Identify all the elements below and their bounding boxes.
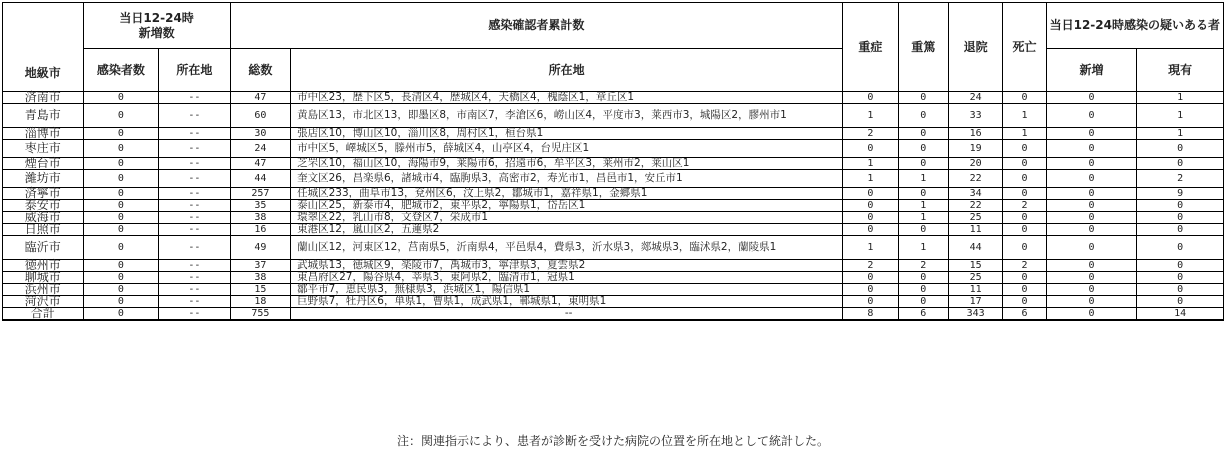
- table-row: [3, 92, 1224, 104]
- new-location-cell: --: [159, 158, 231, 170]
- footnote: 注：関連指示により、患者が診断を受けた病院の位置を所在地として統計した。: [396, 434, 829, 448]
- total-cell: 37: [230, 260, 290, 272]
- discharged-cell: 11: [948, 224, 1002, 236]
- new-location-cell: --: [159, 128, 231, 140]
- critical-cell: 0: [898, 296, 948, 308]
- suspect-new-cell: 0: [1046, 272, 1137, 284]
- location-cell: 市中区23，歴下区5，長清区4，歴城区4，天橋区4，槐蔭区1，章丘区1: [291, 92, 843, 104]
- severe-cell: 0: [843, 212, 898, 224]
- location-cell: 東昌府区27，陽谷県4，莘県3，東阿県2，臨清市1，冠県1: [291, 272, 843, 284]
- location-cell: 泰山区25，新泰市4，肥城市2，東平県2，寧陽県1，岱岳区1: [291, 200, 843, 212]
- severe-cell: 0: [843, 140, 898, 158]
- city-cell: 浜州市: [3, 284, 84, 296]
- suspect-current-cell: 1: [1137, 128, 1224, 140]
- total-cell: 15: [230, 284, 290, 296]
- discharged-cell: 25: [948, 272, 1002, 284]
- critical-cell: 6: [898, 308, 948, 321]
- city-cell: 青島市: [3, 104, 84, 128]
- new-count-cell: 0: [83, 260, 159, 272]
- table-row: [3, 260, 1224, 272]
- header-critical: 重篤: [898, 3, 948, 92]
- table-row: [3, 140, 1224, 158]
- header-cumulative-group: 感染確認者累計数: [230, 3, 843, 49]
- discharged-cell: 22: [948, 200, 1002, 212]
- death-cell: 2: [1003, 260, 1046, 272]
- table-row: [3, 284, 1224, 296]
- discharged-cell: 16: [948, 128, 1002, 140]
- death-cell: 0: [1003, 272, 1046, 284]
- suspect-new-cell: 0: [1046, 140, 1137, 158]
- severe-cell: 8: [843, 308, 898, 321]
- suspect-current-cell: 0: [1137, 212, 1224, 224]
- location-cell: 武城県13，徳城区9，楽陵市7，禹城市3，寧津県3，夏雲県2: [291, 260, 843, 272]
- suspect-new-cell: 0: [1046, 104, 1137, 128]
- new-location-cell: --: [159, 188, 231, 200]
- critical-cell: 1: [898, 200, 948, 212]
- new-location-cell: --: [159, 236, 231, 260]
- death-cell: 0: [1003, 188, 1046, 200]
- city-cell: 日照市: [3, 224, 84, 236]
- new-location-cell: --: [159, 170, 231, 188]
- new-count-cell: 0: [83, 104, 159, 128]
- critical-cell: 0: [898, 188, 948, 200]
- new-location-cell: --: [159, 104, 231, 128]
- discharged-cell: 44: [948, 236, 1002, 260]
- location-cell: --: [291, 308, 843, 321]
- new-count-cell: 0: [83, 140, 159, 158]
- location-cell: 黄島区13，市北区13，即墨区8，市南区7，李滄区6，嶗山区4，平度市3，莱西市3，城陽区2，膠州市1: [291, 104, 843, 128]
- discharged-cell: 33: [948, 104, 1002, 128]
- critical-cell: 0: [898, 284, 948, 296]
- death-cell: 2: [1003, 200, 1046, 212]
- death-cell: 0: [1003, 296, 1046, 308]
- suspect-new-cell: 0: [1046, 212, 1137, 224]
- new-location-cell: --: [159, 272, 231, 284]
- suspect-current-cell: 0: [1137, 140, 1224, 158]
- suspect-current-cell: 14: [1137, 308, 1224, 321]
- discharged-cell: 19: [948, 140, 1002, 158]
- header-suspect-current: 現有: [1137, 49, 1224, 92]
- location-cell: 東港区12，嵐山区2，五蓮県2: [291, 224, 843, 236]
- header-cum-location: 所在地: [291, 49, 843, 92]
- severe-cell: 0: [843, 272, 898, 284]
- table-row: [3, 188, 1224, 200]
- severe-cell: 1: [843, 236, 898, 260]
- severe-cell: 0: [843, 92, 898, 104]
- new-count-cell: 0: [83, 92, 159, 104]
- new-count-cell: 0: [83, 224, 159, 236]
- critical-cell: 0: [898, 158, 948, 170]
- new-count-cell: 0: [83, 170, 159, 188]
- critical-cell: 1: [898, 236, 948, 260]
- critical-cell: 0: [898, 140, 948, 158]
- table-row: [3, 272, 1224, 284]
- header-city: 地級市: [3, 3, 84, 92]
- suspect-current-cell: 2: [1137, 170, 1224, 188]
- location-cell: 芝罘区10，福山区10，海陽市9，莱陽市6，招遠市6，牟平区3，莱州市2，莱山区1: [291, 158, 843, 170]
- critical-cell: 1: [898, 170, 948, 188]
- city-cell: 煙台市: [3, 158, 84, 170]
- total-cell: 49: [230, 236, 290, 260]
- suspect-current-cell: 0: [1137, 236, 1224, 260]
- total-cell: 47: [230, 158, 290, 170]
- suspect-current-cell: 0: [1137, 200, 1224, 212]
- suspect-current-cell: 1: [1137, 104, 1224, 128]
- header-new-group: 当日12-24時 新増数: [83, 3, 230, 49]
- total-cell: 24: [230, 140, 290, 158]
- suspect-current-cell: 1: [1137, 92, 1224, 104]
- death-cell: 0: [1003, 284, 1046, 296]
- city-cell: 済寧市: [3, 188, 84, 200]
- city-cell: 枣庄市: [3, 140, 84, 158]
- location-cell: 鄒平市7，恵民県3，無棣県3，浜城区1，陽信県1: [291, 284, 843, 296]
- total-cell: 18: [230, 296, 290, 308]
- location-cell: 蘭山区12，河東区12，莒南県5，沂南県4，平邑県4，費県3，沂水県3，郯城県3，臨沭県2，蘭陵県1: [291, 236, 843, 260]
- new-count-cell: 0: [83, 284, 159, 296]
- death-cell: 0: [1003, 140, 1046, 158]
- critical-cell: 0: [898, 92, 948, 104]
- discharged-cell: 343: [948, 308, 1002, 321]
- critical-cell: 0: [898, 104, 948, 128]
- city-cell: 泰安市: [3, 200, 84, 212]
- table-row: [3, 128, 1224, 140]
- location-cell: 市中区5，嶧城区5，滕州市5，薛城区4，山亭区4，台児庄区1: [291, 140, 843, 158]
- header-suspect-new: 新増: [1046, 49, 1137, 92]
- header-new-count: 感染者数: [83, 49, 159, 92]
- death-cell: 0: [1003, 236, 1046, 260]
- table-row: [3, 200, 1224, 212]
- severe-cell: 1: [843, 170, 898, 188]
- location-cell: 奎文区26，昌楽県6，諸城市4，臨朐県3，高密市2，寿光市1，昌邑市1，安丘市1: [291, 170, 843, 188]
- total-cell: 38: [230, 272, 290, 284]
- total-cell: 47: [230, 92, 290, 104]
- new-count-cell: 0: [83, 308, 159, 321]
- death-cell: 0: [1003, 92, 1046, 104]
- suspect-new-cell: 0: [1046, 158, 1137, 170]
- suspect-new-cell: 0: [1046, 200, 1137, 212]
- new-count-cell: 0: [83, 296, 159, 308]
- city-cell: 淄博市: [3, 128, 84, 140]
- suspect-new-cell: 0: [1046, 260, 1137, 272]
- severe-cell: 0: [843, 224, 898, 236]
- suspect-current-cell: 9: [1137, 188, 1224, 200]
- header-severe: 重症: [843, 3, 898, 92]
- new-location-cell: --: [159, 224, 231, 236]
- suspect-new-cell: 0: [1046, 296, 1137, 308]
- table-body: [3, 92, 1224, 321]
- location-cell: 巨野県7，牡丹区6，単県1，曹県1，成武県1，鄆城県1，東明県1: [291, 296, 843, 308]
- city-cell: 済南市: [3, 92, 84, 104]
- table-row: [3, 158, 1224, 170]
- suspect-new-cell: 0: [1046, 170, 1137, 188]
- new-location-cell: --: [159, 284, 231, 296]
- critical-cell: 0: [898, 128, 948, 140]
- death-cell: 0: [1003, 224, 1046, 236]
- severe-cell: 1: [843, 158, 898, 170]
- table-row: [3, 224, 1224, 236]
- table-container: [2, 2, 1224, 321]
- new-location-cell: --: [159, 296, 231, 308]
- new-count-cell: 0: [83, 212, 159, 224]
- new-location-cell: --: [159, 200, 231, 212]
- suspect-new-cell: 0: [1046, 128, 1137, 140]
- location-cell: 張店区10，博山区10，淄川区8，周村区1，桓台県1: [291, 128, 843, 140]
- suspect-current-cell: 0: [1137, 158, 1224, 170]
- suspect-new-cell: 0: [1046, 236, 1137, 260]
- new-location-cell: --: [159, 140, 231, 158]
- new-location-cell: --: [159, 308, 231, 321]
- new-count-cell: 0: [83, 158, 159, 170]
- critical-cell: 2: [898, 260, 948, 272]
- new-count-cell: 0: [83, 236, 159, 260]
- death-cell: 1: [1003, 104, 1046, 128]
- city-cell: 威海市: [3, 212, 84, 224]
- discharged-cell: 20: [948, 158, 1002, 170]
- suspect-new-cell: 0: [1046, 188, 1137, 200]
- header-discharged: 退院: [948, 3, 1002, 92]
- total-cell: 755: [230, 308, 290, 321]
- discharged-cell: 15: [948, 260, 1002, 272]
- suspect-current-cell: 0: [1137, 272, 1224, 284]
- total-cell: 30: [230, 128, 290, 140]
- death-cell: 0: [1003, 170, 1046, 188]
- table-row: [3, 296, 1224, 308]
- discharged-cell: 34: [948, 188, 1002, 200]
- header-death: 死亡: [1003, 3, 1046, 92]
- discharged-cell: 17: [948, 296, 1002, 308]
- critical-cell: 0: [898, 224, 948, 236]
- suspect-current-cell: 0: [1137, 260, 1224, 272]
- severe-cell: 1: [843, 104, 898, 128]
- severe-cell: 2: [843, 128, 898, 140]
- suspect-new-cell: 0: [1046, 92, 1137, 104]
- death-cell: 0: [1003, 158, 1046, 170]
- header-suspect-group: 当日12-24時感染の疑いある者: [1046, 3, 1223, 49]
- new-count-cell: 0: [83, 272, 159, 284]
- table-row: [3, 212, 1224, 224]
- suspect-new-cell: 0: [1046, 308, 1137, 321]
- suspect-new-cell: 0: [1046, 224, 1137, 236]
- death-cell: 6: [1003, 308, 1046, 321]
- city-cell: 徳州市: [3, 260, 84, 272]
- new-count-cell: 0: [83, 128, 159, 140]
- new-count-cell: 0: [83, 188, 159, 200]
- discharged-cell: 11: [948, 284, 1002, 296]
- total-cell: 257: [230, 188, 290, 200]
- severe-cell: 0: [843, 200, 898, 212]
- discharged-cell: 22: [948, 170, 1002, 188]
- suspect-current-cell: 0: [1137, 224, 1224, 236]
- table-row: [3, 170, 1224, 188]
- severe-cell: 0: [843, 296, 898, 308]
- suspect-current-cell: 0: [1137, 296, 1224, 308]
- city-cell: 聊城市: [3, 272, 84, 284]
- new-count-cell: 0: [83, 200, 159, 212]
- table-row: [3, 236, 1224, 260]
- critical-cell: 0: [898, 272, 948, 284]
- total-cell: 44: [230, 170, 290, 188]
- suspect-new-cell: 0: [1046, 284, 1137, 296]
- critical-cell: 1: [898, 212, 948, 224]
- discharged-cell: 24: [948, 92, 1002, 104]
- new-location-cell: --: [159, 260, 231, 272]
- death-cell: 1: [1003, 128, 1046, 140]
- location-cell: 環翠区22，乳山市8，文登区7，栄成市1: [291, 212, 843, 224]
- total-cell: 60: [230, 104, 290, 128]
- location-cell: 任城区233，曲阜市13，兗州区6，汶上県2，鄒城市1，嘉祥県1，金郷県1: [291, 188, 843, 200]
- severe-cell: 0: [843, 284, 898, 296]
- death-cell: 0: [1003, 212, 1046, 224]
- header-new-location: 所在地: [159, 49, 231, 92]
- total-row: [3, 308, 1224, 321]
- city-cell: 合計: [3, 308, 84, 321]
- new-location-cell: --: [159, 92, 231, 104]
- new-location-cell: --: [159, 212, 231, 224]
- severe-cell: 0: [843, 188, 898, 200]
- header-cum-total: 総数: [230, 49, 290, 92]
- severe-cell: 2: [843, 260, 898, 272]
- discharged-cell: 25: [948, 212, 1002, 224]
- city-cell: 臨沂市: [3, 236, 84, 260]
- city-cell: 菏沢市: [3, 296, 84, 308]
- total-cell: 16: [230, 224, 290, 236]
- city-cell: 濰坊市: [3, 170, 84, 188]
- suspect-current-cell: 0: [1137, 284, 1224, 296]
- table-row: [3, 104, 1224, 128]
- infection-stats-table: [2, 2, 1224, 321]
- total-cell: 38: [230, 212, 290, 224]
- total-cell: 35: [230, 200, 290, 212]
